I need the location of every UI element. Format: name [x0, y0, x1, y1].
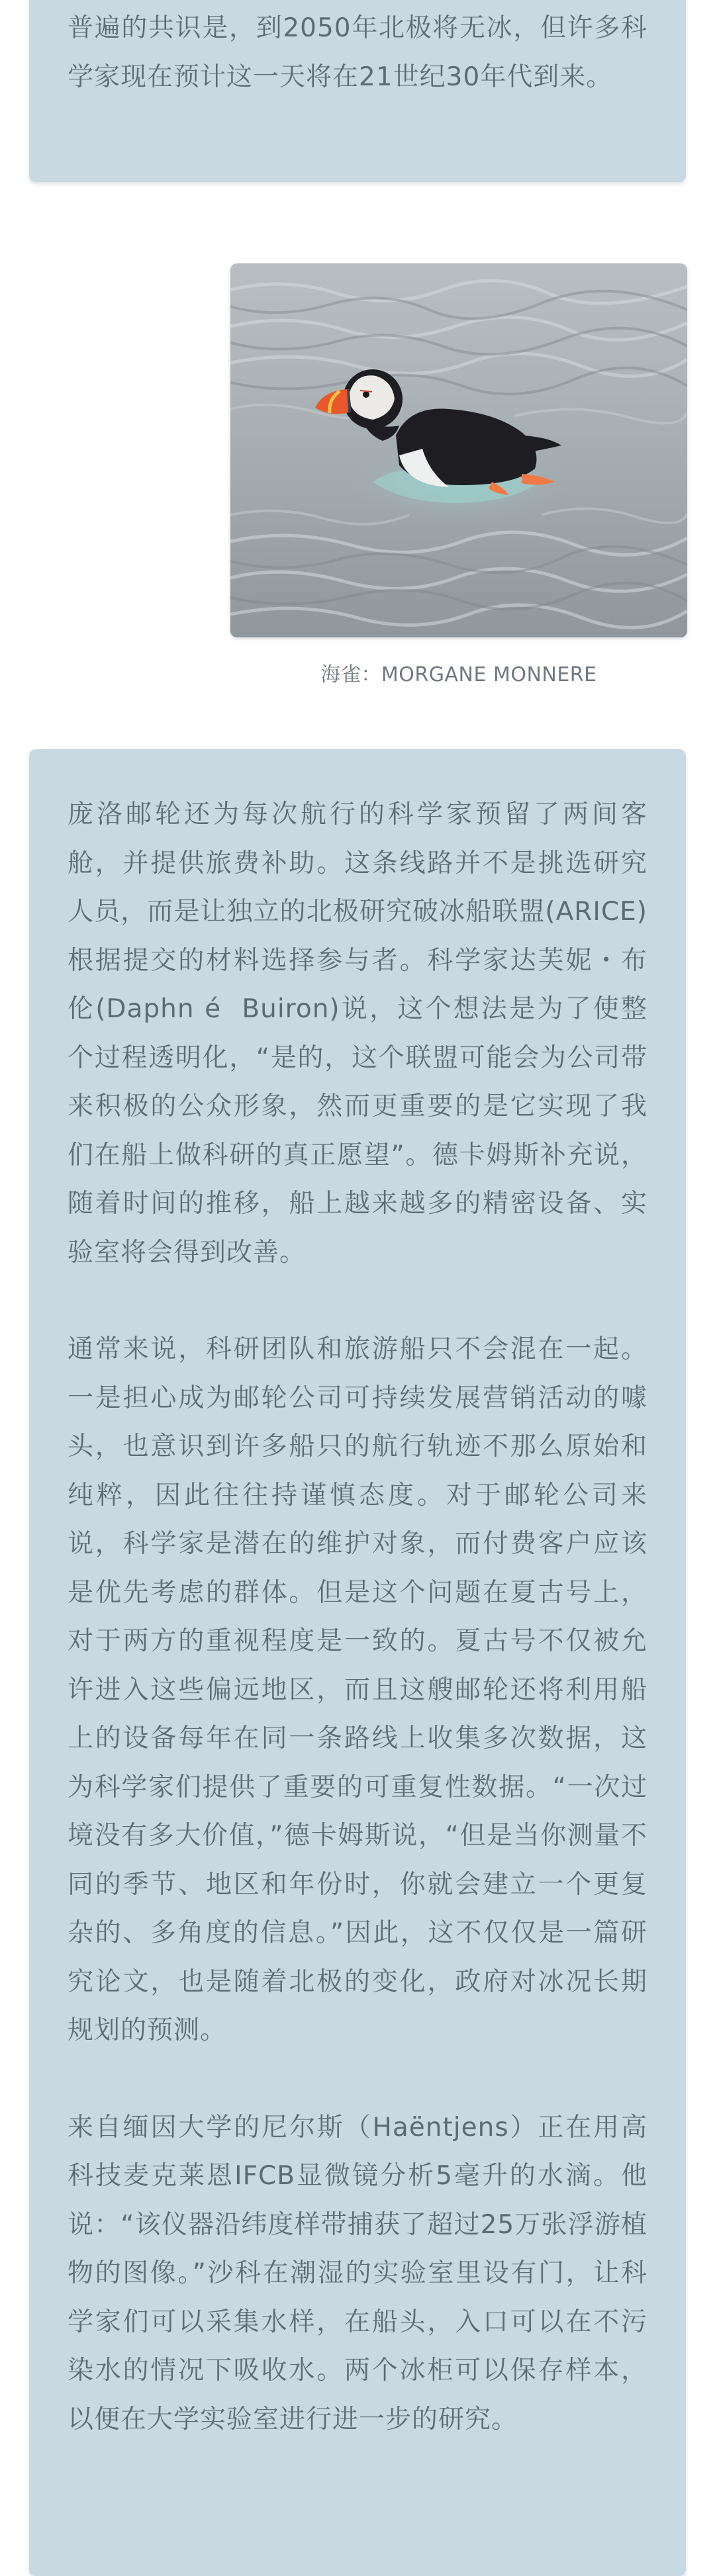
- photo-caption: 海雀：MORGANE MONNERE: [320, 663, 597, 686]
- article-text-card: [29, 749, 686, 2576]
- intro-paragraph: 普遍的共识是，到2050年北极将无冰，但许多科学家现在预计这一天将在21世纪30年代到来。: [68, 13, 647, 92]
- intro-text-card: [29, 0, 686, 182]
- article-paragraph-3: 来自缅因大学的尼尔斯（Haëntjens）正在用高科技麦克莱恩IFCB显微镜分析5毫升的水滴。他说：“该仪器沿纬度样带捕获了超过25万张浮游植物的图像。”沙科在潮湿的实验室里设有门，让科学家们可以采集水样，在船头，入口可以在不污染水的情况下吸收水。两个冰柜可以保存样本，以便在大学实验室进行进一步的研究。: [68, 2112, 647, 2434]
- puffin-photo: [230, 263, 687, 637]
- article-paragraph-2: 通常来说，科研团队和旅游船只不会混在一起。一是担心成为邮轮公司可持续发展营销活动的噱头，也意识到许多船只的航行轨迹不那么原始和纯粹，因此往往持谨慎态度。对于邮轮公司来说，科学家是潜在的维护对象，而付费客户应该是优先考虑的群体。但是这个问题在夏古号上，对于两方的重视程度是一致的。夏古号不仅被允许进入这些偏远地区，而且这艘邮轮还将利用船上的设备每年在同一条路线上收集多次数据，这为科学家们提供了重要的可重复性数据。“一次过境没有多大价值，”德卡姆斯说，“但是当你测量不同的季节、地区和年份时，你就会建立一个更复杂的、多角度的信息。”因此，这不仅仅是一篇研究论文，也是随着北极的变化，政府对冰况长期规划的预测。: [68, 1334, 647, 2045]
- article-paragraph-1: 庞洛邮轮还为每次航行的科学家预留了两间客舱，并提供旅费补助。这条线路并不是挑选研究人员，而是让独立的北极研究破冰船联盟(ARICE)根据提交的材料选择参与者。科学家达芙妮・布伦(Daphn é Buiron)说，这个想法是为了使整个过程透明化，“是的，这个联盟可能会为公司带来积极的公众形象，然而更重要的是它实现了我们在船上做科研的真正愿望”。德卡姆斯补充说，随着时间的推移，船上越来越多的精密设备、实验室将会得到改善。: [68, 800, 647, 1267]
